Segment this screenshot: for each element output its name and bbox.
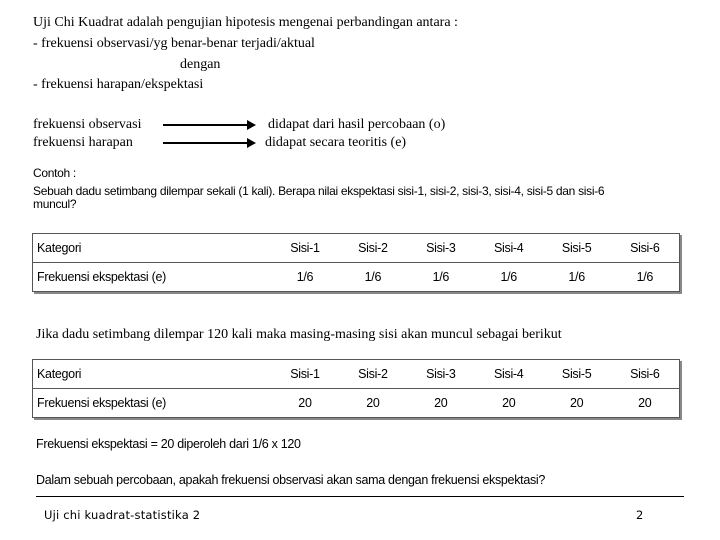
intro-line-1: Uji Chi Kuadrat adalah pengujian hipotesis mengenai perbandingan antara :	[33, 15, 458, 30]
table-row	[33, 389, 680, 418]
arrow-right-icon	[163, 124, 254, 126]
table-cell: Kategori	[33, 360, 272, 389]
table-cell: 1/6	[500, 270, 517, 284]
intro-line-2: - frekuensi observasi/yg benar-benar terjadi/aktual	[33, 36, 315, 51]
table-cell: 1/6	[636, 270, 654, 284]
expectation-table-count	[32, 359, 680, 418]
expectation-table-fraction	[32, 233, 680, 292]
definition-meaning: didapat secara teoritis (e)	[265, 135, 407, 150]
table-cell: 20	[638, 396, 652, 410]
table-cell: 20	[298, 396, 312, 410]
table-row	[33, 263, 680, 292]
example-label: Contoh :	[33, 166, 76, 180]
table-cell: Sisi-4	[475, 234, 543, 263]
table-header-row	[33, 360, 680, 389]
table-cell: 20	[502, 396, 516, 410]
table-cell: Sisi-6	[611, 234, 680, 263]
table-cell: Sisi-5	[543, 360, 611, 389]
arrow-right-icon	[163, 142, 254, 144]
table-cell: 1/6	[432, 270, 450, 284]
table-cell: Sisi-2	[339, 234, 407, 263]
definition-term: frekuensi harapan	[33, 135, 133, 150]
definition-term: frekuensi observasi	[33, 117, 142, 132]
table-cell: Sisi-4	[475, 360, 543, 389]
table-cell: Sisi-6	[611, 360, 680, 389]
table-cell: Sisi-1	[271, 234, 339, 263]
table-cell: Sisi-1	[271, 360, 339, 389]
footer-divider	[36, 496, 684, 497]
middle-text: Jika dadu setimbang dilempar 120 kali maka masing-masing sisi akan muncul sebagai berikut	[36, 327, 562, 342]
table-cell: 20	[569, 396, 584, 410]
table-header-row	[33, 234, 680, 263]
page-number: 2	[636, 508, 644, 522]
intro-line-3: dengan	[180, 57, 221, 72]
closing-question: Dalam sebuah percobaan, apakah frekuensi observasi akan sama dengan frekuensi ekspektasi?	[36, 473, 546, 487]
intro-line-4: - frekuensi harapan/ekspektasi	[33, 77, 204, 92]
table-cell: 1/6	[364, 270, 382, 284]
table-cell: Sisi-2	[339, 360, 407, 389]
table-cell: Kategori	[33, 234, 272, 263]
table-cell: 20	[434, 396, 448, 410]
table-cell: 1/6	[568, 270, 585, 284]
note-text: Frekuensi ekspektasi = 20 diperoleh dari 1/6 x 120	[36, 437, 301, 451]
table-cell: 20	[366, 396, 380, 410]
table-cell: Sisi-3	[407, 234, 475, 263]
example-question-cont: muncul?	[33, 197, 77, 211]
table-cell: Frekuensi ekspektasi (e)	[37, 396, 166, 410]
example-question: Sebuah dadu setimbang dilempar sekali (1 kali). Berapa nilai ekspektasi sisi-1, sisi-2, sisi-3, sisi-4, sisi-5 dan sisi-6	[33, 184, 605, 198]
table-cell: Sisi-5	[543, 234, 611, 263]
footer-title: Uji chi kuadrat-statistika 2	[44, 508, 201, 522]
table-cell: 1/6	[296, 270, 314, 284]
table-cell: Sisi-3	[407, 360, 475, 389]
table-cell: Frekuensi ekspektasi (e)	[37, 270, 166, 284]
definition-meaning: didapat dari hasil percobaan (o)	[268, 117, 446, 132]
